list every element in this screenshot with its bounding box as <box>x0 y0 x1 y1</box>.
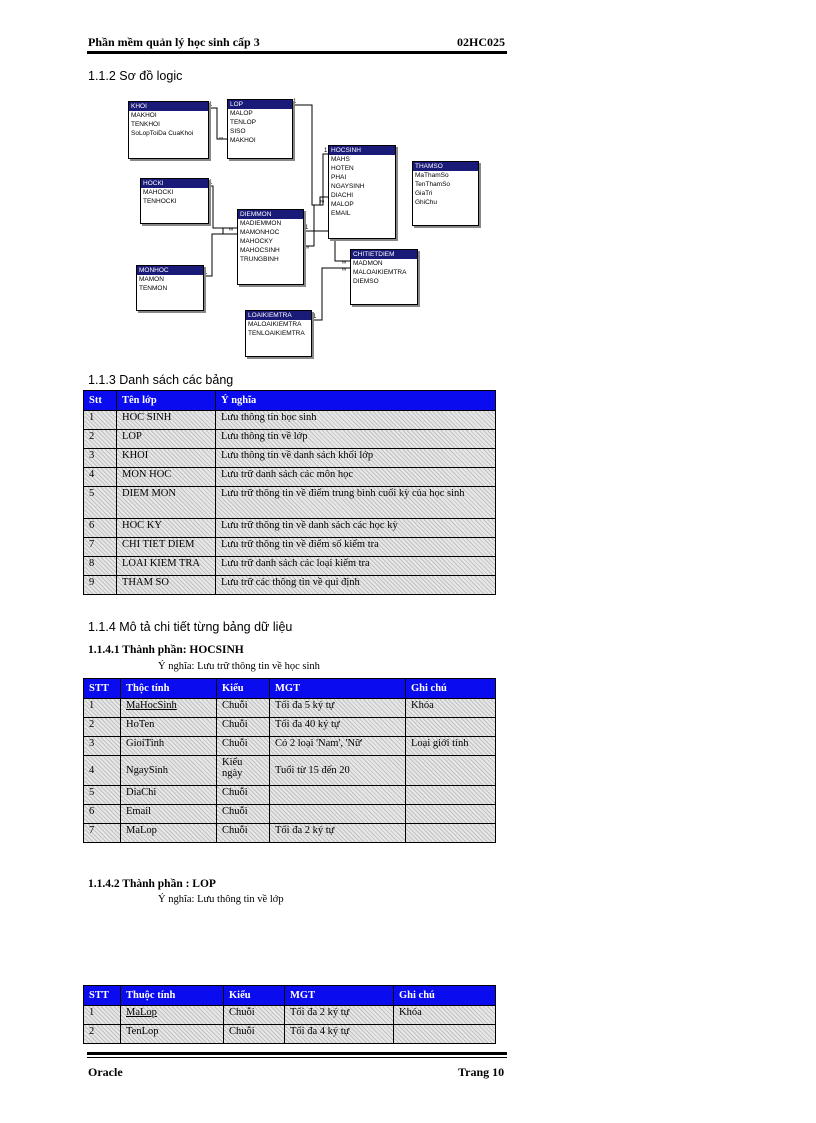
table-cell: Lưu trữ các thông tin về qui định <box>216 576 496 595</box>
table-cell: Tối đa 40 ký tự <box>270 718 406 737</box>
table-row <box>84 411 496 430</box>
entity-field: SISO <box>230 128 246 135</box>
entity-name: DIEMMON <box>238 210 303 219</box>
table-row <box>84 718 496 737</box>
table-cell: Chuỗi <box>217 824 270 843</box>
table-row <box>84 824 496 843</box>
header-title: Phần mềm quản lý học sinh cấp 3 <box>88 35 260 49</box>
table-cell: 3 <box>84 737 121 756</box>
table-cell: HOC KY <box>117 519 216 538</box>
entity-khoi <box>128 101 209 159</box>
section-heading-table-details: 1.1.4 Mô tả chi tiết từng bảng dữ liệu <box>88 620 293 634</box>
table-cell <box>270 786 406 805</box>
entity-field: MADMON <box>353 260 383 267</box>
table-cell: Chuỗi <box>217 786 270 805</box>
entity-field: MAKHOI <box>131 112 157 119</box>
cardinality-one: 1 <box>324 148 328 154</box>
table-cell: Lưu thông tin học sinh <box>216 411 496 430</box>
entity-field: MALOP <box>230 110 253 117</box>
entity-field: HOTEN <box>331 165 354 172</box>
table-cell: 4 <box>84 468 117 487</box>
table-cell: Khóa <box>406 699 496 718</box>
table-row <box>84 756 496 786</box>
column-header: Kiểu <box>224 986 285 1006</box>
entity-field: DIEMSO <box>353 278 379 285</box>
table-cell: Có 2 loại 'Nam', 'Nữ' <box>270 737 406 756</box>
table-cell: Chuỗi <box>217 805 270 824</box>
column-header: Thộc tính <box>121 679 217 699</box>
entity-name: HOCKI <box>141 179 208 188</box>
table-cell: 2 <box>84 430 117 449</box>
entity-name: MONHOC <box>137 266 203 275</box>
cardinality-many: ∞ <box>342 267 347 273</box>
table-cell <box>406 786 496 805</box>
table-cell: 1 <box>84 411 117 430</box>
table-cell: Khóa <box>394 1006 496 1025</box>
footer-left-text: Oracle <box>88 1065 123 1079</box>
entity-field: TENKHOI <box>131 121 160 128</box>
column-header: Stt <box>84 391 117 411</box>
table-row <box>84 449 496 468</box>
table-row <box>84 699 496 718</box>
table-cell: 6 <box>84 805 121 824</box>
entity-field: NGAYSINH <box>331 183 365 190</box>
table-cell: 1 <box>84 699 121 718</box>
entity-field: MAHOCSINH <box>240 247 280 254</box>
table-cell: 1 <box>84 1006 121 1025</box>
cardinality-many: ∞ <box>219 136 224 142</box>
table-header-row <box>84 391 496 411</box>
column-header: Kiểu <box>217 679 270 699</box>
table-cell <box>406 805 496 824</box>
table-list-of-tables <box>83 390 496 595</box>
cardinality-many: ∞ <box>320 199 325 205</box>
table-cell: HOC SINH <box>117 411 216 430</box>
table-row <box>84 737 496 756</box>
entity-field: MAMON <box>139 276 164 283</box>
entity-name: LOP <box>228 100 292 109</box>
table-cell: LOP <box>117 430 216 449</box>
entity-field: MAHS <box>331 156 350 163</box>
entity-name: LOAIKIEMTRA <box>246 311 311 320</box>
table-cell: Loại giới tính <box>406 737 496 756</box>
table-cell: Chuỗi <box>217 718 270 737</box>
entity-monhoc <box>136 265 204 311</box>
entity-field: MALOP <box>331 201 354 208</box>
table-row <box>84 430 496 449</box>
table-cell: 8 <box>84 557 117 576</box>
table-row <box>84 557 496 576</box>
column-header: Ghi chú <box>406 679 496 699</box>
entity-hocki <box>140 178 209 224</box>
entity-name: KHOI <box>129 102 208 111</box>
column-header: MGT <box>270 679 406 699</box>
table-cell: Tối đa 2 ký tự <box>285 1006 394 1025</box>
column-header: MGT <box>285 986 394 1006</box>
table-cell: MaLop <box>121 1006 224 1025</box>
table-cell: Tối đa 5 ký tự <box>270 699 406 718</box>
table-cell: 5 <box>84 786 121 805</box>
column-header: Thuộc tính <box>121 986 224 1006</box>
er-diagram <box>0 0 816 370</box>
table-header-row <box>84 679 496 699</box>
entity-hocsinh <box>328 145 396 239</box>
table-cell: MaLop <box>121 824 217 843</box>
table-cell: DIEM MON <box>117 487 216 519</box>
table-cell <box>406 718 496 737</box>
entity-field: MAHOCKY <box>240 238 273 245</box>
table-cell: Tối đa 4 ký tự <box>285 1025 394 1044</box>
table-cell: TenLop <box>121 1025 224 1044</box>
entity-field: TENLOAIKIEMTRA <box>248 330 305 337</box>
table-lop <box>83 985 496 1044</box>
page-number: Trang 10 <box>458 1065 505 1079</box>
table-cell: Tuổi từ 15 đến 20 <box>270 756 406 786</box>
table-cell <box>406 824 496 843</box>
entity-loaikiemtra <box>245 310 312 357</box>
column-header: STT <box>84 679 121 699</box>
table-row <box>84 805 496 824</box>
table-cell: Lưu trữ danh sách các loại kiểm tra <box>216 557 496 576</box>
entity-thamso <box>412 161 479 226</box>
table-header-row <box>84 986 496 1006</box>
table-cell: 2 <box>84 1025 121 1044</box>
table-cell: Lưu trữ thông tin về điểm trung bình cuối kỳ của học sinh <box>216 487 496 519</box>
entity-field: GiaTri <box>415 190 433 197</box>
table-cell: Chuỗi <box>224 1006 285 1025</box>
subsection-meaning-hocsinh: Ý nghĩa: Lưu trữ thông tin về học sinh <box>158 661 320 672</box>
table-hocsinh <box>83 678 496 843</box>
table-cell: CHI TIET DIEM <box>117 538 216 557</box>
er-relationship-lines <box>0 0 816 370</box>
cardinality-one: 1 <box>305 225 309 231</box>
table-row <box>84 468 496 487</box>
table-cell: LOAI KIEM TRA <box>117 557 216 576</box>
table-cell: Kiểu ngày <box>217 756 270 786</box>
entity-name: THAMSO <box>413 162 478 171</box>
entity-field: TenThamSo <box>415 181 451 188</box>
entity-field: MALOAIKIEMTRA <box>353 269 407 276</box>
entity-chitietdiem <box>350 249 418 305</box>
entity-field: MALOAIKIEMTRA <box>248 321 302 328</box>
column-header: Ý nghĩa <box>216 391 496 411</box>
cardinality-one: 1 <box>209 180 213 186</box>
section-heading-logic-diagram: 1.1.2 Sơ đồ logic <box>88 69 183 83</box>
table-cell <box>270 805 406 824</box>
entity-field: TENHOCKI <box>143 198 177 205</box>
table-cell: Lưu thông tin về danh sách khối lớp <box>216 449 496 468</box>
cardinality-one: 1 <box>204 270 208 276</box>
table-cell <box>394 1025 496 1044</box>
table-cell: DiaChi <box>121 786 217 805</box>
table-cell: 6 <box>84 519 117 538</box>
table-cell <box>406 756 496 786</box>
footer-rule-thick <box>87 1052 507 1055</box>
subsection-title-lop: 1.1.4.2 Thành phần : LOP <box>88 878 216 890</box>
table-cell: Chuỗi <box>217 699 270 718</box>
table-row <box>84 538 496 557</box>
table-cell: Tối đa 2 ký tự <box>270 824 406 843</box>
column-header: Ghi chú <box>394 986 496 1006</box>
table-cell: 9 <box>84 576 117 595</box>
table-cell: Lưu trữ danh sách các môn học <box>216 468 496 487</box>
entity-name: HOCSINH <box>329 146 395 155</box>
table-row <box>84 576 496 595</box>
cardinality-many: ∞ <box>229 227 234 233</box>
entity-field: MaThamSo <box>415 172 449 179</box>
cardinality-many: ∞ <box>342 260 347 266</box>
table-cell: HoTen <box>121 718 217 737</box>
table-cell: 5 <box>84 487 117 519</box>
entity-field: MAHOCKI <box>143 189 174 196</box>
table-cell: GioiTinh <box>121 737 217 756</box>
table-cell: 7 <box>84 824 121 843</box>
table-cell: Chuỗi <box>224 1025 285 1044</box>
entity-field: MAMONHOC <box>240 229 280 236</box>
column-header: Tên lớp <box>117 391 216 411</box>
table-cell: Lưu trữ thông tin về điểm số kiểm tra <box>216 538 496 557</box>
table-cell: Lưu thông tin về lớp <box>216 430 496 449</box>
table-cell: Chuỗi <box>217 737 270 756</box>
entity-field: TRUNGBINH <box>240 256 279 263</box>
entity-name: CHITIETDIEM <box>351 250 417 259</box>
cardinality-one: 1 <box>293 99 297 105</box>
table-row <box>84 1006 496 1025</box>
header-doc-code: 02HC025 <box>457 35 505 49</box>
cardinality-one: 1 <box>313 314 317 320</box>
table-row <box>84 1025 496 1044</box>
table-cell: 2 <box>84 718 121 737</box>
table-row <box>84 786 496 805</box>
entity-diemmon <box>237 209 304 285</box>
entity-field: DIACHI <box>331 192 354 199</box>
table-cell: 3 <box>84 449 117 468</box>
entity-field: MADIEMMON <box>240 220 282 227</box>
table-cell: MON HOC <box>117 468 216 487</box>
cardinality-one: 1 <box>209 102 213 108</box>
table-row <box>84 519 496 538</box>
entity-field: TENLOP <box>230 119 257 126</box>
section-heading-table-list: 1.1.3 Danh sách các bảng <box>88 373 234 387</box>
table-cell: 4 <box>84 756 121 786</box>
entity-field: PHAI <box>331 174 347 181</box>
entity-lop <box>227 99 293 159</box>
entity-field: SoLopToiDa CuaKhoi <box>131 130 194 137</box>
table-cell: MaHocSinh <box>121 699 217 718</box>
table-cell: NgaySinh <box>121 756 217 786</box>
table-cell: Lưu trữ thông tin về danh sách các học kỳ <box>216 519 496 538</box>
footer-rule-thin <box>87 1057 507 1058</box>
entity-field: TENMON <box>139 285 168 292</box>
entity-field: GhiChu <box>415 199 438 206</box>
cardinality-many: ∞ <box>305 245 310 251</box>
subsection-meaning-lop: Ý nghĩa: Lưu thông tin về lớp <box>158 894 284 905</box>
entity-field: EMAIL <box>331 210 351 217</box>
table-cell: KHOI <box>117 449 216 468</box>
table-cell: Email <box>121 805 217 824</box>
entity-field: MAKHOI <box>230 137 256 144</box>
table-cell: THAM SO <box>117 576 216 595</box>
column-header: STT <box>84 986 121 1006</box>
table-cell: 7 <box>84 538 117 557</box>
table-row <box>84 487 496 519</box>
subsection-title-hocsinh: 1.1.4.1 Thành phần: HOCSINH <box>88 644 244 656</box>
